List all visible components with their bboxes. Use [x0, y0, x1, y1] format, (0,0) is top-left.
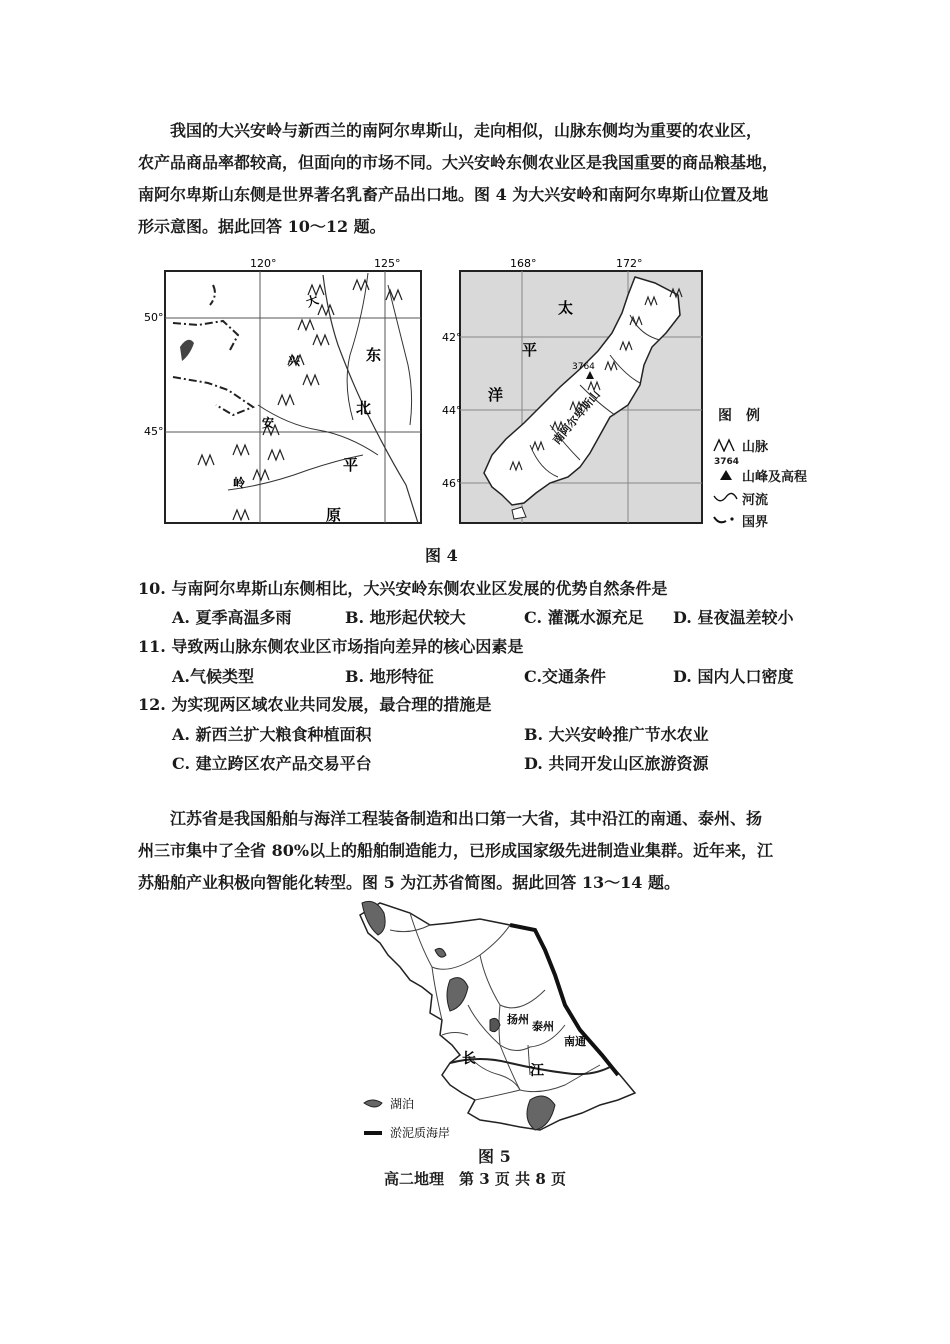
legend-row-mountain: [712, 433, 832, 457]
range-label-an: 安: [262, 416, 275, 430]
legend-peak-value: 3764: [714, 457, 740, 467]
city-label-yangzhou: [507, 1012, 529, 1026]
question-11-stem: 11. 导致两山脉东侧农业区市场指向差异的核心因素是: [138, 637, 524, 656]
q11-option-b: B. 地形特征: [345, 667, 434, 686]
lon-label-172: 172°: [616, 257, 643, 270]
legend-row-peak: [712, 457, 832, 487]
intro-line: 州三市集中了全省 80%以上的船舶制造能力，已形成国家级先进制造业集群。近年来，江: [138, 841, 774, 860]
intro-line: 农产品商品率都较高，但面向的市场不同。大兴安岭东侧农业区是我国重要的商品粮基地，: [138, 153, 779, 172]
river-label-chang: 长: [462, 1051, 476, 1067]
border-icon: [712, 513, 738, 527]
river-icon: [712, 491, 738, 505]
city-label-yangzhou-text: 扬州: [507, 1013, 529, 1026]
legend-row-river: [712, 487, 832, 509]
legend-label: 河流: [742, 492, 769, 508]
lat-label-42: 42°: [442, 331, 462, 344]
q10-option-b: B. 地形起伏较大: [345, 608, 466, 627]
lat-label-50: 50°: [144, 311, 164, 324]
range-label-ling: 岭: [233, 476, 246, 490]
q12-option-b: B. 大兴安岭推广节水农业: [524, 725, 709, 744]
legend-label-silt-coast: 淤泥质海岸: [390, 1126, 451, 1140]
map-jiangsu: [350, 895, 640, 1145]
q11-option-c: C.交通条件: [524, 667, 607, 686]
legend-label: 山脉: [742, 439, 769, 455]
lat-label-45: 45°: [144, 425, 164, 438]
intro-line: 苏船舶产业积极向智能化转型。图 5 为江苏省简图。据此回答 13～14 题。: [138, 873, 680, 892]
intro-line: 形示意图。据此回答 10～12 题。: [138, 217, 386, 236]
map-southern-alps: [440, 255, 710, 545]
legend-row-border: [712, 509, 832, 531]
map-daxinganling: [138, 255, 438, 545]
intro-line: 南阿尔卑斯山东侧是世界著名乳畜产品出口地。图 4 为大兴安岭和南阿尔卑斯山位置及地: [138, 185, 769, 204]
peak-elevation: 3764: [572, 362, 595, 372]
lat-label-46: 46°: [442, 477, 462, 490]
peak-triangle-icon: [719, 469, 733, 481]
legend-label-lake: 湖泊: [390, 1097, 415, 1111]
lon-label-125: 125°: [374, 257, 401, 270]
place-label-dong: 东: [366, 346, 382, 364]
q10-option-d: D. 昼夜温差较小: [673, 608, 794, 627]
intro-paragraph-1: [138, 115, 838, 243]
mountain-icon: [712, 438, 738, 452]
question-10-stem: 10. 与南阿尔卑斯山东侧相比，大兴安岭东侧农业区发展的优势自然条件是: [138, 579, 668, 598]
q11-option-d: D. 国内人口密度: [673, 667, 794, 686]
range-label: 南阿尔卑斯山: [550, 388, 603, 447]
range-label-xing: 兴: [288, 354, 301, 368]
city-label-nantong: 南通: [564, 1035, 586, 1048]
intro-paragraph-2: [138, 803, 838, 899]
river-label-jiang: 江: [530, 1063, 544, 1079]
place-label-yuan: 原: [326, 506, 342, 524]
q10-option-a: A. 夏季高温多雨: [172, 608, 292, 627]
lon-label-120: 120°: [250, 257, 277, 270]
ocean-label-ping: 平: [522, 341, 538, 359]
place-label-bei: 北: [356, 399, 372, 417]
intro-line: 我国的大兴安岭与新西兰的南阿尔卑斯山，走向相似，山脉东侧均为重要的农业区，: [170, 121, 763, 140]
legend-label: 国界: [742, 514, 769, 530]
intro-line: 江苏省是我国船舶与海洋工程装备制造和出口第一大省，其中沿江的南通、泰州、扬: [170, 809, 763, 828]
page-footer: 高二地理 第 3 页 共 8 页: [384, 1170, 566, 1188]
place-label-ping: 平: [343, 456, 359, 474]
legend-title: 图 例: [718, 408, 760, 424]
q11-option-a: A.气候类型: [172, 667, 254, 686]
legend-fig4: [712, 405, 832, 531]
figure-4-caption: 图 4: [425, 546, 458, 565]
q12-option-c: C. 建立跨区农产品交易平台: [172, 754, 372, 773]
q12-option-a: A. 新西兰扩大粮食种植面积: [172, 725, 372, 744]
legend-label: 山峰及高程: [742, 470, 808, 485]
question-12-stem: 12. 为实现两区域农业共同发展，最合理的措施是: [138, 695, 492, 714]
lon-label-168: 168°: [510, 257, 537, 270]
city-label-taizhou: 泰州: [532, 1020, 554, 1033]
q12-option-d: D. 共同开发山区旅游资源: [524, 754, 709, 773]
ocean-label-yang: 洋: [488, 386, 504, 404]
lake-icon: [364, 1100, 382, 1107]
figure-5-caption: 图 5: [478, 1147, 511, 1166]
ocean-label-tai: 太: [558, 299, 574, 317]
q10-option-c: C. 灌溉水源充足: [524, 608, 644, 627]
lat-label-44: 44°: [442, 404, 462, 417]
range-label-da: 大: [304, 292, 321, 310]
